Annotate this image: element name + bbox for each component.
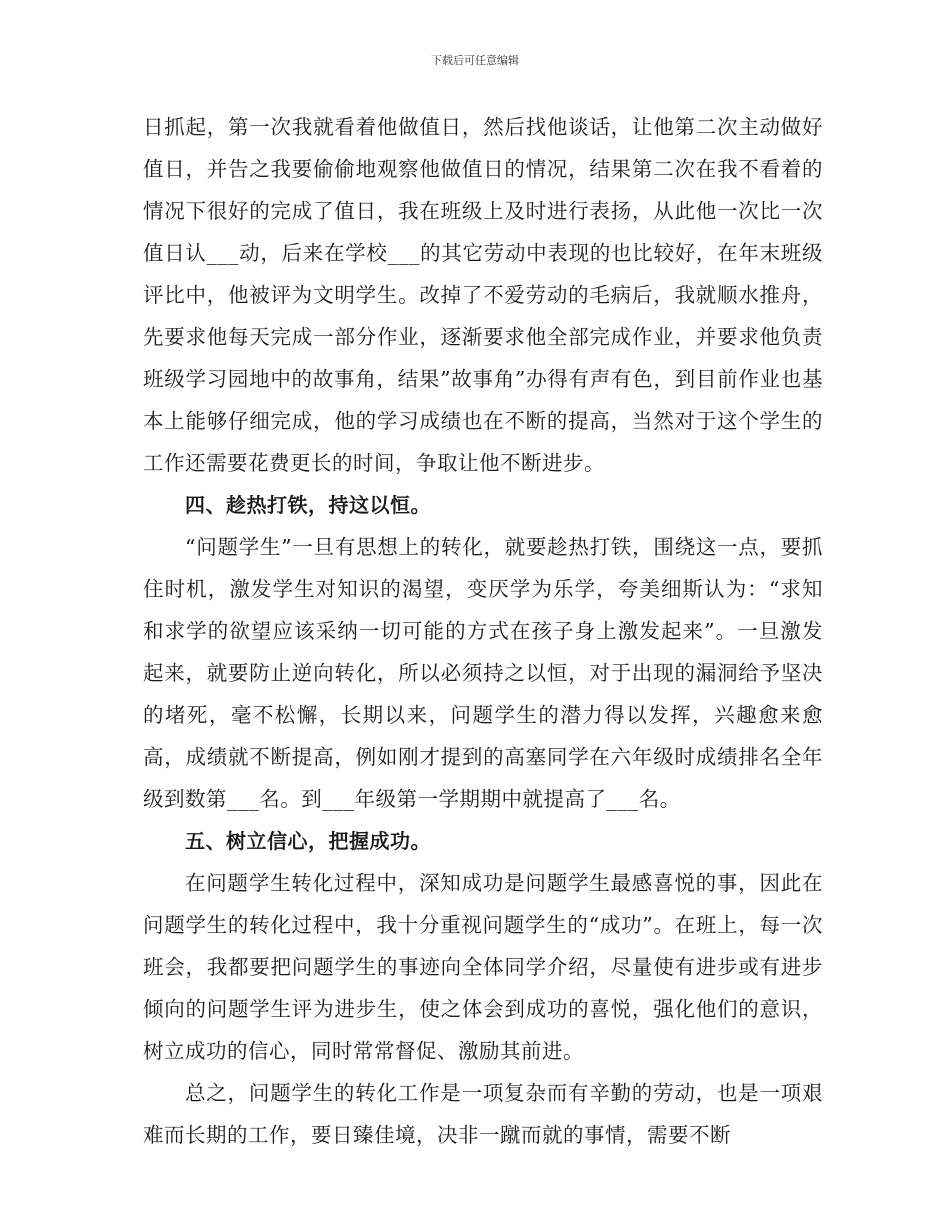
paragraph-conclusion: 总之，问题学生的转化工作是一项复杂而有辛勤的劳动，也是一项艰难而长期的工作，要日臻佳境，决非一蹴而就的事情，需要不断 [143,1081,823,1147]
page-header: 下载后可任意编辑 [431,54,519,67]
document-body [143,106,823,1156]
section-heading-5: 五、树立信心，把握成功。 [185,829,431,853]
paragraph-continuation: 日抓起，第一次我就看着他做值日，然后找他谈话，让他第二次主动做好值日，并告之我要偷偷地观察他做值日的情况，结果第二次在我不看着的情况下很好的完成了值日，我在班级上及时进行表扬，从此他一次比一次值日认___动，后来在学校___的其它劳动中表现的也比较好，在年末班级评比中，他被评为文明学生。改掉了不爱劳动的毛病后，我就顺水推舟，先要求他每天完成一部分作业，逐渐要求他全部完成作业，并要求他负责班级学习园地中的故事角，结果”故事角”办得有声有色，到目前作业也基本上能够仔细完成，他的学习成绩也在不断的提高，当然对于这个学生的工作还需要花费更长的时间，争取让他不断进步。 [143,115,823,475]
paragraph-section-5: 在问题学生转化过程中，深知成功是问题学生最感喜悦的事，因此在问题学生的转化过程中，我十分重视问题学生的“成功”。在班上，每一次班会，我都要把问题学生的事迹向全体同学介绍，尽量使有进步或有进步倾向的问题学生评为进步生，使之体会到成功的喜悦，强化他们的意识，树立成功的信心，同时常常督促、激励其前进。 [143,871,823,1063]
paragraph-section-4: “问题学生”一旦有思想上的转化，就要趁热打铁，围绕这一点，要抓住时机，激发学生对知识的渴望，变厌学为乐学，夸美细斯认为：“求知和求学的欲望应该采纳一切可能的方式在孩子身上激发起来”。一旦激发起来，就要防止逆向转化，所以必须持之以恒，对于出现的漏洞给予坚决的堵死，毫不松懈，长期以来，问题学生的潜力得以发挥，兴趣愈来愈高，成绩就不断提高，例如刚才提到的高塞同学在六年级时成绩排名全年级到数第___名。到___年级第一学期期中就提高了___名。 [143,535,823,811]
section-heading-4: 四、趁热打铁，持这以恒。 [185,493,431,517]
